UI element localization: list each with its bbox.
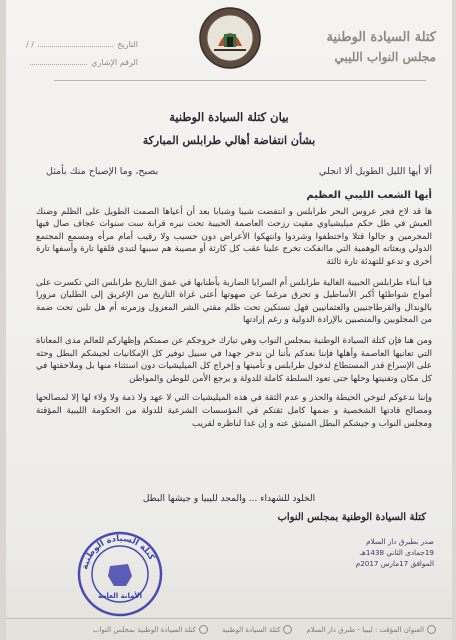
footer-email-text: كتلة السيادة الوطنية xyxy=(221,625,281,634)
verse-second-half: بصبح، وما الإصباح منك بأمثل xyxy=(46,166,159,177)
paragraph-4: وإننا ندعوكم لتوخي الحيطة والحذر و عدم الثقة في هذه الميليشيات التي لا عهد ولا ذمة ولا ولاء لها إلا لمصالحها ومصالح قادتها الشخصية و ضمها كامل ثقتكم في المؤسسات الشرعية للدولة من الحكومة الليبية المؤقتة ومجلس النواب و جيشكم البطل المنبثق عنه و إن غدا لناظره لقريب xyxy=(36,393,432,429)
document-subtitle: بشأن انتفاضة أهالي طرابلس المباركة xyxy=(142,134,316,147)
letterhead xyxy=(6,0,452,96)
header-divider xyxy=(54,80,426,81)
paragraph-3: ومن هنا فإن كتلة السيادة الوطنية بمجلس النواب وهي تبارك خروجكم عن صمتكم وإظهاركم للعالم مدى المعاناة التي تعانيها العاصمة وأهلها فإننا نعدكم بأننا لن ندخر جهدا في سبيل توفير كل الإمكانيات لجيشكم البطل وحثه على الإسراع قدر المستطاع لدخول طرابلس و تأمينها و إخراج كل الميليشيات دون استثناء منها بل وملاحقتها في كل مكان وتفنيتها وحلها حتى تعود السلطة كاملة للدولة و يرجع الأمن للوطن والمواطن xyxy=(36,335,432,384)
ref-dots xyxy=(30,59,87,65)
stamp-ring-text: كتلة السيادة الوطنية xyxy=(80,533,157,571)
date-value: / / xyxy=(26,40,34,49)
footer-facebook xyxy=(93,625,208,634)
paragraph-2: فيا أبناء طرابلس الحبيبة الغالية طرابلس أم السرايا الضاربة بأطنابها في عمق التاريخ طرابلس التي تكسرت على أمواج شواطئها أكبر الأساطيل و تحرق مرغما عن صهوتها أعتى غزاة التاريخ من الإغريق إلى الطليان مرورا بالوندال والقرطاجنيين والعثمانيين فهل تستكين تحت ظلم مقتي الشر المعزول وزمرته أم هل تلين تحت ضمة من المجلوبين والمنصبين بالإرادة الدولية و رغم إرادتها xyxy=(36,277,432,326)
email-icon xyxy=(283,625,292,634)
emblem-logo xyxy=(198,6,262,70)
verse-first-half: ألا أيها الليل الطويل ألا انجلي xyxy=(318,166,432,177)
opening-verse xyxy=(46,166,432,177)
date-label: التاريخ xyxy=(117,40,138,49)
issued-place: صدر بطبرق دار السلام xyxy=(366,537,434,546)
official-stamp xyxy=(76,530,164,618)
stamp-bottom-text: الأمانة العامة xyxy=(97,592,143,600)
letterhead-reference xyxy=(26,40,138,76)
org-name: كتلة السيادة الوطنية xyxy=(326,30,436,45)
footer-address-text: العنوان المؤقت : ليبيا - طبرق دار السلام xyxy=(306,625,424,634)
issued-hijri-date: 19جمادى الثاني 1438هـ xyxy=(359,548,434,557)
paragraph-1: ها قد لاح فجر عروس البحر طرابلس و انتفضت شيبا وشبابا بعد أن أعياها الصمت الطويل على الظلم وضنك العيش في ظل حكم ميليشياوي مقيت رزحت العاصمة الحبيبة تحت نيره قرابة ست سنوات عجاف صال فيها المجرمين و جالوا قتلا واختطفوا وشردوا وانتهكوا الأعراض دون حسيب ولا رقيب أمام مرأه ومسمع المجتمع الدولي وبعثاته الوهمية التي ماانفكت تخرج علينا عقب كل كارثة أو مصيبة هم سببها لتبدي قلقها تارة وأسفها تارة أخرى و تدعو للتهدئة تارة ثالثة xyxy=(36,206,432,267)
issuance-block xyxy=(304,536,434,569)
statement-body xyxy=(36,190,432,437)
signature-line: كتلة السيادة الوطنية بمجلس النواب xyxy=(277,512,426,523)
location-icon xyxy=(427,625,436,634)
salutation: أيها الشعب الليبي العظيم xyxy=(306,190,432,201)
footer-facebook-text: كتلة السيادة الوطنية بمجلس النواب xyxy=(92,625,196,634)
date-row xyxy=(26,40,138,49)
letter-footer xyxy=(6,618,452,640)
footer-address xyxy=(306,625,436,634)
letterhead-org xyxy=(306,30,436,64)
ref-label: الرقم الإشاري xyxy=(91,58,138,67)
issued-gregorian-date: الموافق 17مارس 2017م xyxy=(355,559,434,568)
document-title: بيان كتلة السيادة الوطنية xyxy=(169,110,289,124)
footer-email xyxy=(222,625,293,634)
org-parent: مجلس النواب الليبي xyxy=(334,50,436,64)
letter-page xyxy=(6,0,452,640)
facebook-icon xyxy=(199,625,208,634)
date-dots xyxy=(38,41,113,47)
svg-text:كتلة السيادة الوطنية xyxy=(80,534,156,571)
closing-line: الخلود للشهداء ... والمجد لليبيا و جيشها البطل xyxy=(142,494,316,504)
ref-row xyxy=(26,58,138,67)
document-heading xyxy=(6,110,452,147)
